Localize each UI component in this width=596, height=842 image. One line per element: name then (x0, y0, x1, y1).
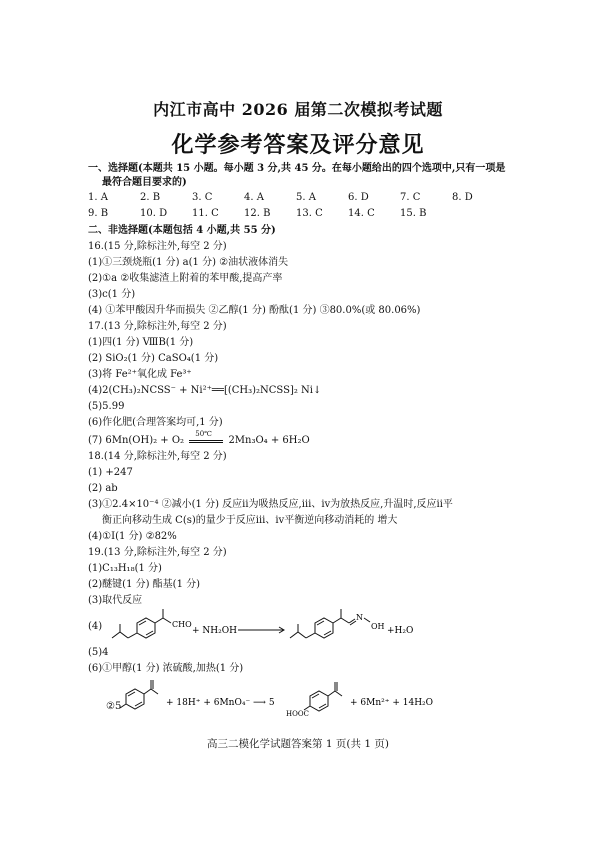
page-footer: 高三二模化学试题答案第 1 页(共 1 页) (207, 738, 389, 750)
q18-answer-1: (1) +247 (88, 467, 133, 478)
equation-middle: + 18H⁺ + 6MnO₄⁻ ⟶ 5 (166, 698, 275, 708)
answer-item: 5. A (296, 192, 316, 203)
answer-item: 9. B (88, 208, 109, 219)
q18-answer-3-cont: 衡正向移动生成 C(s)的量少于反应ⅲ、ⅳ平衡逆向移动消耗的 增大 (102, 515, 398, 526)
reaction-condition: 50℃ (195, 430, 212, 438)
reaction-arrow (189, 430, 223, 447)
hooc-label: HOOC (286, 710, 309, 718)
q17-answer-7 (88, 430, 310, 447)
q18-answer-3: (3)①2.4×10⁻⁴ ②减小(1 分) 反应ⅱ为吸热反应,ⅲ、ⅳ为放热反应,升温时,反应ⅱ平 (88, 499, 453, 510)
q17-answer-1: (1)四(1 分) ⅧB(1 分) (88, 337, 194, 348)
q17-answer-3: (3)将 Fe²⁺氧化成 Fe³⁺ (88, 369, 192, 380)
q19-reaction-4-scheme (108, 604, 438, 650)
exam-title: 内江市高中 2026 届第二次模拟考试题 (153, 100, 443, 119)
q17-answer-2: (2) SiO₂(1 分) CaSO₄(1 分) (88, 353, 219, 364)
reactant-structure (112, 609, 171, 638)
hydroxyl-label: OH (371, 622, 385, 631)
q18-heading: 18.(14 分,除标注外,每空 2 分) (88, 451, 227, 462)
answer-item: 8. D (452, 192, 473, 203)
q16-heading: 16.(15 分,除标注外,每空 2 分) (88, 241, 227, 252)
q17-eq-right: 2Mn₃O₄ + 6H₂O (228, 435, 310, 446)
section1-heading-cont: 最符合题目要求的) (102, 177, 187, 188)
q19-answer-1: (1)C₁₃H₁₈(1 分) (88, 563, 162, 574)
answer-item: 13. C (296, 208, 323, 219)
q17-answer-5: (5)5.99 (88, 401, 125, 412)
q19-answer-3: (3)取代反应 (88, 595, 143, 606)
answers-row-1 (88, 192, 508, 205)
methylacetophenone-structure (120, 680, 158, 709)
equals-bar (189, 440, 223, 441)
cho-label: CHO (172, 620, 192, 629)
water-label: +H₂O (387, 626, 414, 636)
document-title: 化学参考答案及评分意见 (171, 132, 425, 158)
q18-answer-4: (4)①Ⅰ(1 分) ②82% (88, 531, 177, 542)
q19-answer-6: (6)①甲醇(1 分) 浓硫酸,加热(1 分) (88, 663, 244, 674)
equals-bar (189, 442, 223, 443)
acetylbenzoic-acid-structure (304, 682, 342, 711)
q16-answer-1: (1)①三颈烧瓶(1 分) a(1 分) ②油状液体消失 (88, 257, 289, 268)
q18-answer-2: (2) ab (88, 483, 118, 494)
q19-answer-5: (5)4 (88, 647, 109, 658)
q17-heading: 17.(13 分,除标注外,每空 2 分) (88, 321, 227, 332)
answer-item: 14. C (348, 208, 375, 219)
q16-answer-3: (3)c(1 分) (88, 289, 136, 300)
answers-row-2 (88, 208, 508, 221)
q19-answer-2: (2)醚键(1 分) 酯基(1 分) (88, 579, 201, 590)
answer-item: 7. C (400, 192, 421, 203)
q16-answer-2: (2)①a ②收集滤渣上附着的苯甲酸,提高产率 (88, 273, 283, 284)
reagent-label: + NH₂OH (192, 626, 237, 636)
q19-heading: 19.(13 分,除标注外,每空 2 分) (88, 547, 227, 558)
section2-heading: 二、非选择题(本题包括 4 小题,共 55 分) (88, 225, 276, 236)
answer-item: 10. D (140, 208, 168, 219)
q17-answer-4: (4)2(CH₃)₂NCSS⁻ + Ni²⁺══[(CH₃)₂NCSS]₂ Ni↓ (88, 385, 322, 396)
equation-end: + 6Mn²⁺ + 14H₂O (350, 698, 434, 708)
q17-eq-left: (7) 6Mn(OH)₂ + O₂ (88, 435, 185, 446)
reaction-arrow (238, 627, 284, 633)
answer-item: 6. D (348, 192, 369, 203)
q16-answer-4: (4) ①苯甲酸因升华而损失 ②乙醇(1 分) 酚酞(1 分) ③80.0%(或 80.06%) (88, 305, 421, 316)
q17-answer-6: (6)作化肥(合理答案均可,1 分) (88, 417, 223, 428)
answer-item: 2. B (140, 192, 161, 203)
q19-answer-6-2-label: ②5 (106, 701, 122, 712)
answer-item: 3. C (192, 192, 213, 203)
answer-item: 11. C (192, 208, 219, 219)
nitrogen-label: N (356, 613, 363, 622)
answer-item: 1. A (88, 192, 108, 203)
section1-heading: 一、选择题(本题共 15 小题。每小题 3 分,共 45 分。在每小题给出的四个选项中,只有一项是 (88, 163, 506, 174)
answer-item: 4. A (244, 192, 264, 203)
q19-answer-4-label: (4) (88, 621, 103, 632)
answer-item: 12. B (244, 208, 271, 219)
answer-item: 15. B (400, 208, 427, 219)
q19-oxidation-equation (118, 676, 448, 722)
